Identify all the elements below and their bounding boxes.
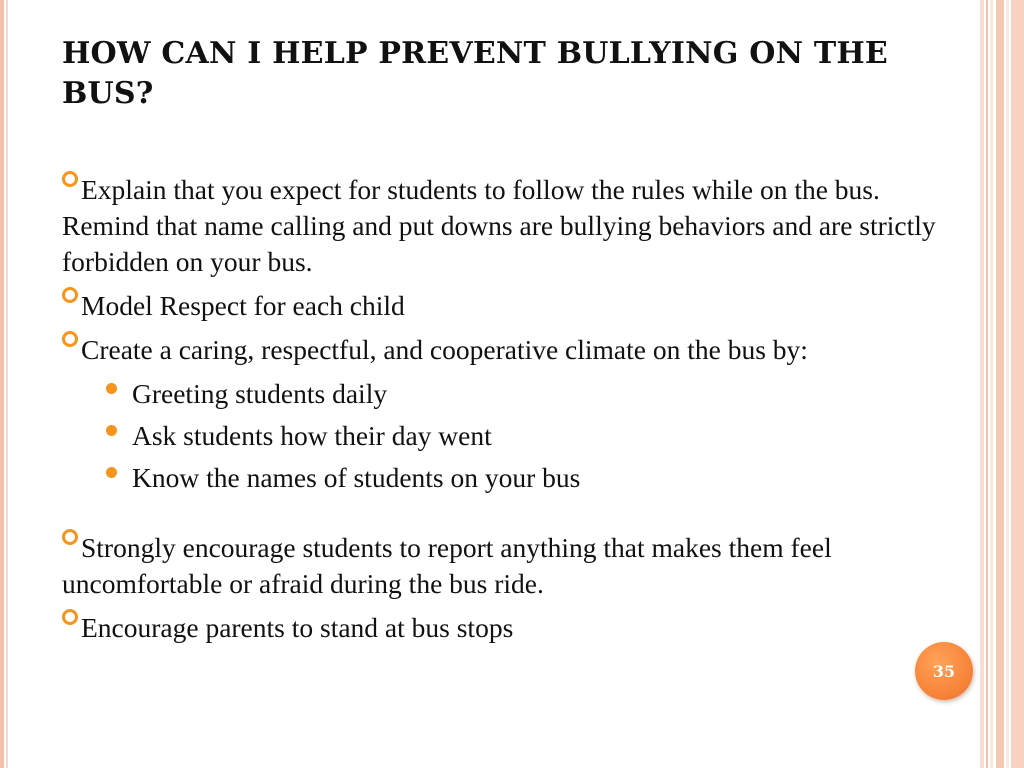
sub-bullet-text: Greeting students daily bbox=[132, 378, 388, 409]
sub-bullet-text: Know the names of students on your bus bbox=[132, 462, 581, 493]
bullet-text: Create a caring, respectful, and cooperative climate on the bus by: bbox=[81, 334, 808, 365]
right-decorative-stripe bbox=[1011, 0, 1024, 768]
right-decorative-stripe bbox=[1006, 0, 1009, 768]
bullet-text: Explain that you expect for students to follow the rules while on the bus. Remind that name calling and put downs are bullying behaviors and are strictly forbidden on your bus. bbox=[62, 174, 936, 277]
sub-bullet-text: Ask students how their day went bbox=[132, 420, 492, 451]
right-decorative-stripe bbox=[986, 0, 988, 768]
right-decorative-stripe bbox=[980, 0, 984, 768]
bullet-item bbox=[62, 610, 942, 646]
slide-body bbox=[62, 172, 942, 654]
slide-title: HOW CAN I HELP PREVENT BULLYING ON THE BUS? bbox=[62, 36, 888, 111]
bullet-item bbox=[62, 172, 942, 280]
ring-bullet-icon bbox=[62, 287, 78, 303]
sub-bullet-item bbox=[62, 376, 942, 412]
right-decorative-stripe bbox=[990, 0, 993, 768]
left-decorative-stripe bbox=[0, 0, 4, 768]
ring-bullet-icon bbox=[62, 529, 78, 545]
page-number-badge: 35 bbox=[915, 642, 973, 700]
bullet-text: Encourage parents to stand at bus stops bbox=[81, 612, 514, 643]
bullet-item bbox=[62, 530, 942, 602]
dot-bullet-icon bbox=[106, 383, 117, 394]
dot-bullet-icon bbox=[106, 467, 117, 478]
left-decorative-stripe-thin bbox=[6, 0, 8, 768]
ring-bullet-icon bbox=[62, 609, 78, 625]
sub-bullet-item bbox=[62, 418, 942, 454]
bullet-item bbox=[62, 332, 942, 368]
dot-bullet-icon bbox=[106, 425, 117, 436]
bullet-item bbox=[62, 288, 942, 324]
bullet-text: Strongly encourage students to report anything that makes them feel uncomfortable or afraid during the bus ride. bbox=[62, 532, 832, 599]
ring-bullet-icon bbox=[62, 331, 78, 347]
ring-bullet-icon bbox=[62, 171, 78, 187]
sub-bullet-item bbox=[62, 460, 942, 496]
right-decorative-stripe bbox=[996, 0, 1004, 768]
bullet-text: Model Respect for each child bbox=[81, 290, 405, 321]
